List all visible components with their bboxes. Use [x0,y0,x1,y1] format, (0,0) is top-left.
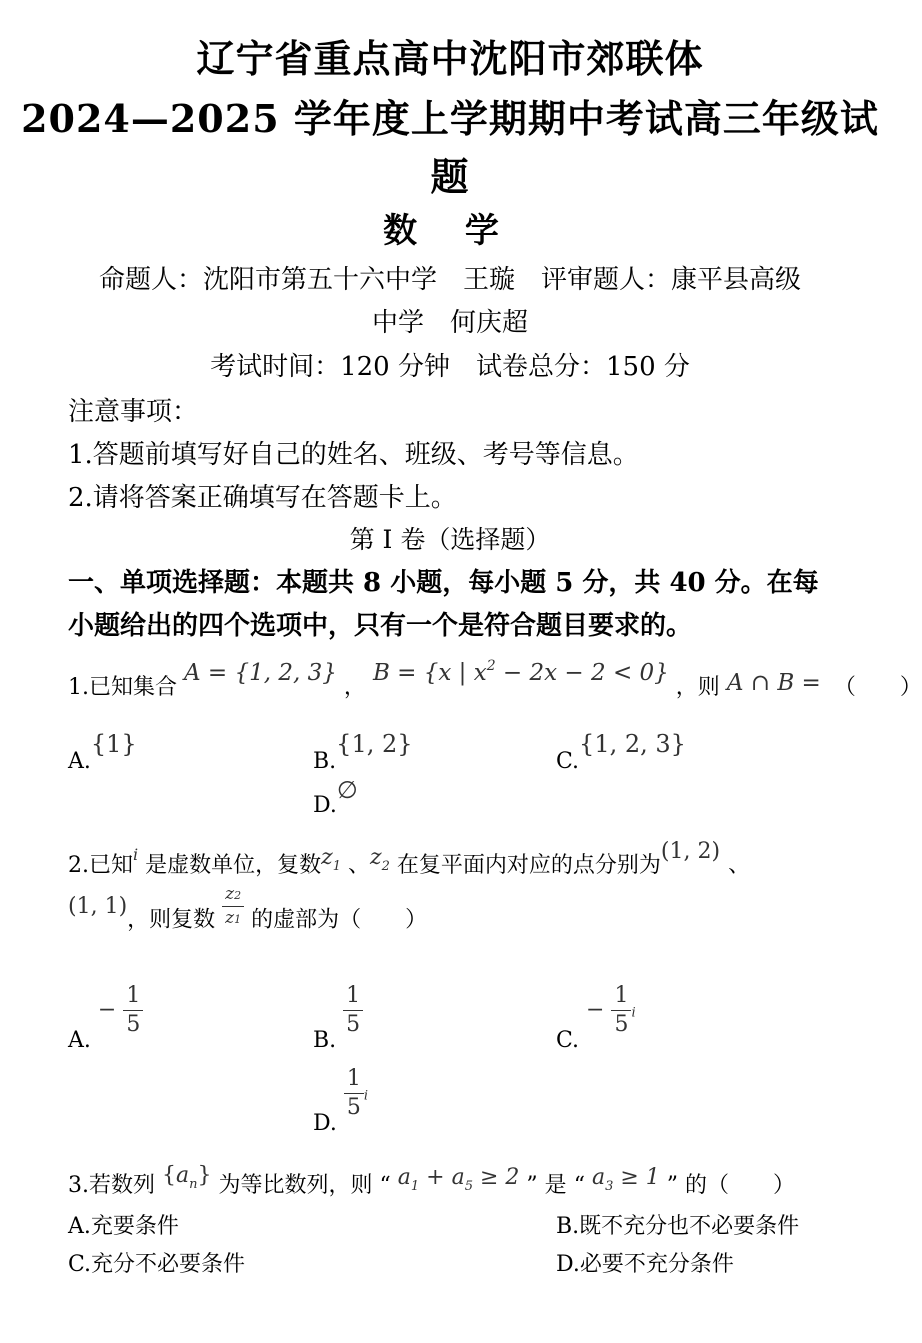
section-instructions-1: 一、单项选择题：本题共 8 小题，每小题 5 分，共 40 分。在每 [68,568,819,598]
q2-text-1: 是虚数单位，复数 [145,853,322,878]
q3-condition-1 [397,1165,520,1194]
q2-option-c-num: 1 [611,985,631,1011]
q1-set-a: A = {1, 2, 3} [184,660,337,686]
q2-frac-num [222,886,244,907]
subject-title: 数 学 [383,211,517,251]
q3-rq-1: ” [526,1173,538,1198]
q2-option-c [556,983,636,1053]
q2-z2-index: 2 [381,859,390,874]
q1-option-a [68,730,137,774]
q2-option-b [313,983,363,1053]
q2-option-d-label: D. [313,1110,337,1136]
notes-item-1: 1.答题前填写好自己的姓名、班级、考号等信息。 [68,440,639,470]
q1-option-c [556,730,686,774]
q3-tail: 的（ ） [685,1173,796,1198]
q2-frac-den-z: z [225,908,235,928]
q1-option-b-label: B. [313,749,337,774]
q3-lq-1: “ [379,1173,391,1198]
title-line-3: 题 [430,154,470,199]
q3-c1-i1: 1 [410,1179,420,1194]
authors-line-1: 命题人：沈阳市第五十六中学 王璇 评审题人：康平县高级 [98,265,801,295]
q2-text-4: 的虚部为（ ） [251,907,428,933]
q3-option-b: B.既不充分也不必要条件 [556,1214,800,1239]
q2-option-d-i: i [363,1088,369,1104]
q3-c2-rel: ≥ 1 [613,1165,660,1190]
q3-rq-2: ” [666,1173,679,1198]
exam-info: 考试时间：120 分钟 试卷总分：150 分 [210,352,690,382]
q3-prefix: 3.若数列 [68,1173,155,1198]
q1-expr: A ∩ B = [726,670,821,696]
q1-option-b [313,730,413,774]
q2-z1-index: 1 [332,859,342,874]
q2-option-c-minus: − [586,997,605,1023]
q2-imag-unit: i [133,845,139,864]
q2-fraction-z2-z1 [222,886,244,927]
q3-condition-2 [591,1165,660,1194]
q2-point-2: (1, 1) [68,893,128,919]
q2-z2-letter: z [370,845,382,870]
q2-text-3: ，则复数 [127,907,216,933]
q3-c2-i3: 3 [605,1179,614,1194]
q1-paren: （ ） [833,675,922,700]
q1-option-d-value: ∅ [336,776,358,804]
q3-c1-rel: ≥ 2 [473,1165,520,1190]
q3-text-1: 为等比数列，则 [218,1173,373,1198]
q2-frac-den-index: 1 [234,913,242,926]
q2-option-c-fraction [611,985,631,1036]
q1-option-d [313,776,358,818]
q2-z1-letter: z [321,845,333,870]
q3-lq-2: “ [573,1173,585,1198]
q3-is: 是 [544,1173,567,1198]
q3-option-d: D.必要不充分条件 [556,1252,734,1277]
q2-option-d-fraction [344,1068,364,1119]
q2-option-a-den: 5 [126,1012,141,1037]
q2-option-a-num: 1 [123,985,143,1011]
q2-frac-den [222,907,244,927]
q2-option-a-fraction [123,985,143,1036]
q2-option-a-minus: − [97,997,117,1023]
notes-item-2: 2.请将答案正确填写在答题卡上。 [68,483,457,513]
authors-line-2: 中学 何庆超 [371,308,528,338]
notes-heading: 注意事项： [68,397,199,427]
q2-frac-num-index: 2 [234,889,242,902]
q2-text-2: 在复平面内对应的点分别为 [396,853,661,878]
q3-c1-a5: a [451,1165,465,1190]
q2-option-b-den: 5 [346,1012,361,1037]
q2-option-c-i: i [631,1005,636,1021]
title-line-2: 2024—2025 学年度上学期期中考试高三年级试 [21,96,879,141]
q1-option-c-value: {1, 2, 3} [579,730,686,758]
q3-c1-i5: 5 [464,1179,473,1194]
section-instructions-2: 小题给出的四个选项中，只有一个是符合题目要求的。 [68,611,693,641]
q1-comma: ， [343,675,366,700]
q2-z2 [370,845,390,874]
q2-point-1: (1, 2) [660,839,721,864]
q3-seq-a: a [176,1163,190,1188]
q1-option-d-label: D. [313,793,337,818]
question-1-stem [68,658,922,701]
q2-frac-num-z: z [225,884,235,904]
q2-prefix: 2.已知 [68,853,133,878]
q3-option-c: C.充分不必要条件 [68,1252,246,1277]
q1-option-b-value: {1, 2} [336,730,413,758]
q1-prefix: 1.已知集合 [68,675,177,700]
q2-option-b-fraction [343,985,363,1036]
q3-option-a: A.充要条件 [68,1214,179,1239]
q1-option-a-value: {1} [90,730,137,758]
q2-z1 [321,845,342,874]
question-2-stem-line-2 [68,884,428,941]
q3-c2-a: a [591,1165,606,1190]
q2-option-c-den: 5 [614,1012,629,1037]
question-2-stem-line-1 [68,839,751,879]
q3-c1-a1: a [397,1165,411,1190]
q2-sep: 、 [348,853,371,878]
question-3-stem [68,1163,796,1199]
q3-c1-plus: + [419,1165,452,1190]
section-title: 第 I 卷（选择题） [349,525,551,554]
q2-option-b-num: 1 [343,985,363,1011]
q1-set-b-exp: 2 [486,658,496,674]
q2-option-a [68,983,143,1053]
q2-option-d-num: 1 [344,1068,364,1094]
q3-sequence: $\{a_n\}$ [162,1163,212,1192]
q1-option-c-label: C. [556,749,580,774]
q2-sep-2: 、 [728,853,751,878]
q3-seq-n: n [189,1177,198,1192]
q1-set-b-post: − 2x − 2 < 0} [495,660,669,686]
q2-option-d [313,1066,369,1136]
q1-set-b-pre: B = {x | x [372,660,487,686]
q2-option-d-den: 5 [346,1095,361,1120]
q2-option-a-label: A. [68,1027,91,1053]
q1-set-b [373,660,669,686]
title-line-1: 辽宁省重点高中沈阳市郊联体 [196,36,704,81]
q1-then: ，则 [675,675,720,700]
q2-option-b-label: B. [313,1027,337,1053]
q1-option-a-label: A. [68,749,91,774]
q2-option-c-label: C. [556,1027,580,1053]
